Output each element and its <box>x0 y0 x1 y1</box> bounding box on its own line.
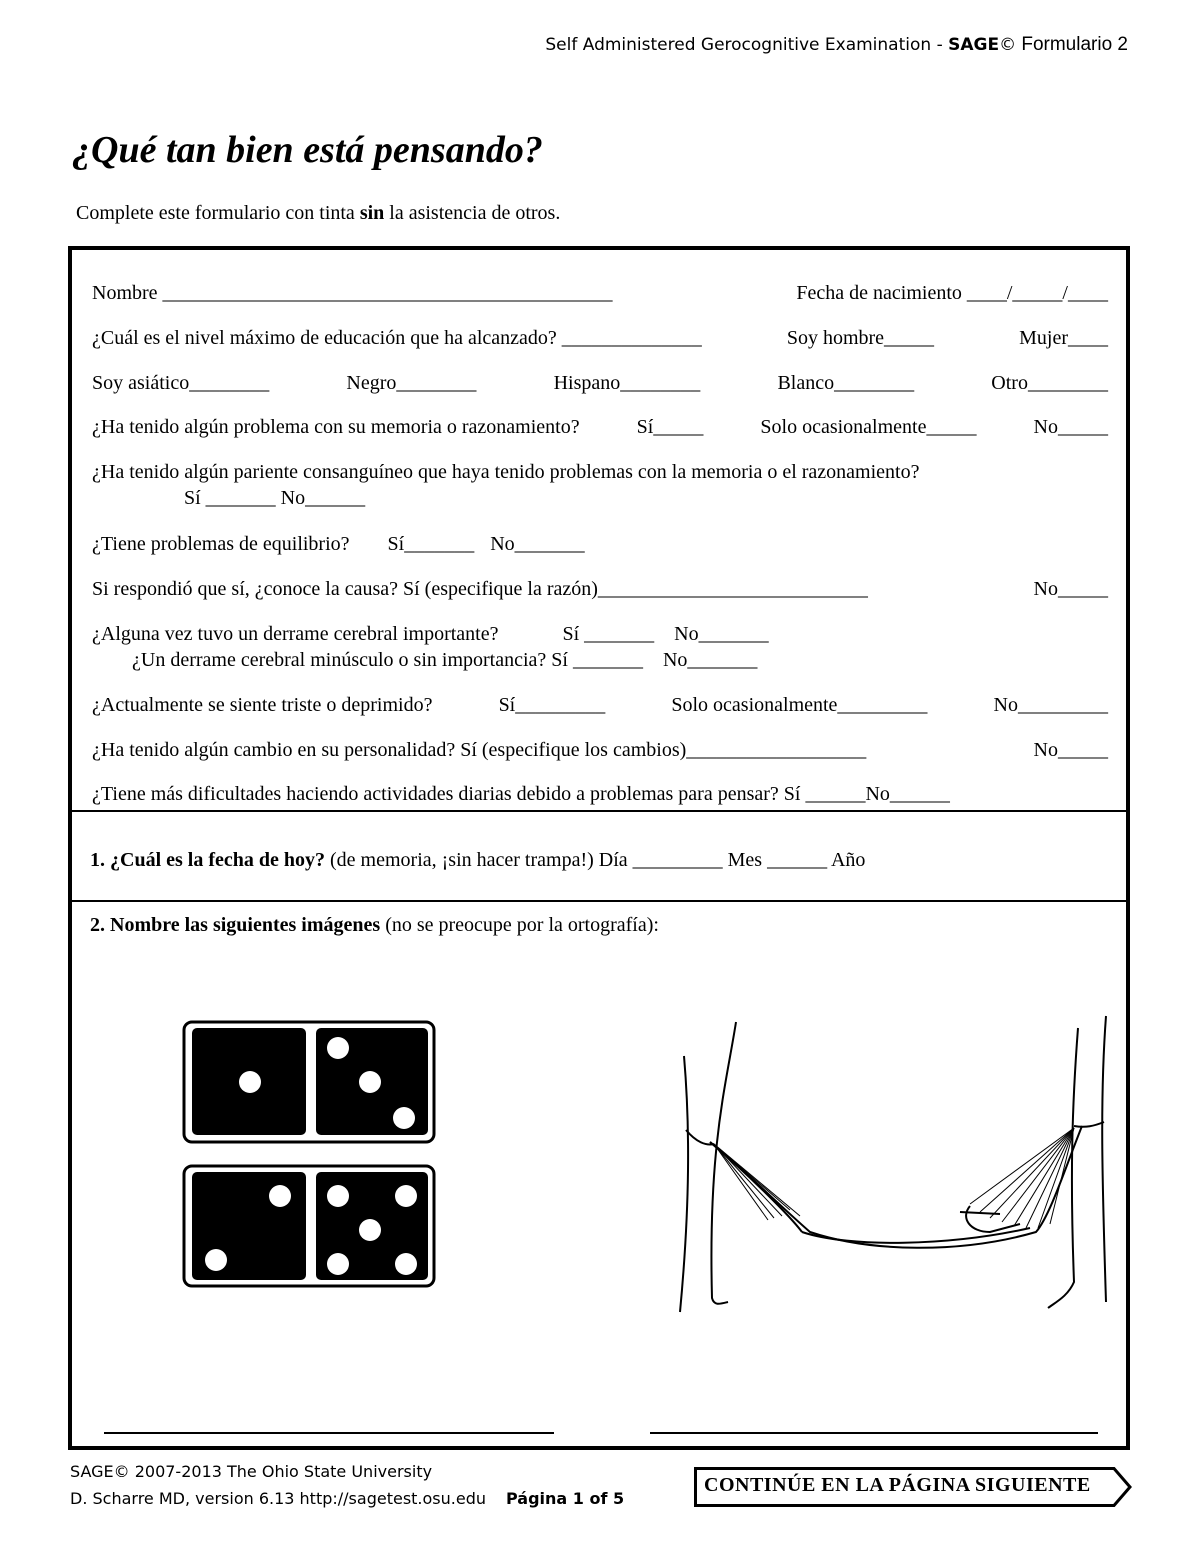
row-minor-stroke <box>132 647 1108 673</box>
name-field[interactable]: Nombre _____________________________________________ <box>92 282 613 304</box>
black-field[interactable]: Negro________ <box>346 372 477 394</box>
white-field[interactable]: Blanco________ <box>777 372 915 394</box>
relative-answers-field[interactable]: Sí _______ No______ <box>184 487 366 509</box>
row-education-sex <box>92 325 1108 351</box>
row-cause <box>92 576 1108 602</box>
memory-occasional-field[interactable]: Solo ocasionalmente_____ <box>760 416 977 438</box>
cause-no-field[interactable]: No_____ <box>1033 578 1108 600</box>
memory-yes-field[interactable]: Sí_____ <box>636 416 704 438</box>
row-memory <box>92 414 1108 440</box>
balance-yes-field[interactable]: Sí_______ <box>387 533 475 555</box>
row-sad <box>92 692 1108 718</box>
other-field[interactable]: Otro________ <box>991 372 1108 394</box>
question1[interactable] <box>90 847 865 873</box>
row-stroke <box>92 621 1108 647</box>
stroke-yes-field[interactable]: Sí _______ <box>562 623 655 645</box>
cause-field[interactable]: Si respondió que sí, ¿conoce la causa? Sí (especifique la razón)___________________________ <box>92 578 868 600</box>
row-personality <box>92 737 1108 763</box>
question2-rest: (no se preocupe por la ortografía): <box>380 914 659 936</box>
personality-field[interactable]: ¿Ha tenido algún cambio en su personalidad? Sí (especifique los cambios)__________________ <box>92 739 867 761</box>
answer-line-hammock[interactable] <box>650 1432 1098 1434</box>
header-prefix: Self Administered Gerocognitive Examination - <box>545 35 949 55</box>
row-ethnicity <box>92 370 1108 396</box>
sad-occasional-field[interactable]: Solo ocasionalmente_________ <box>671 694 928 716</box>
balance-question: ¿Tiene problemas de equilibrio? <box>92 533 350 555</box>
question1-rest: (de memoria, ¡sin hacer trampa!) Día _________ Mes ______ Año <box>325 849 866 871</box>
answer-line-dominoes[interactable] <box>104 1432 554 1434</box>
minor-stroke-yes-field[interactable]: Sí _______ <box>551 649 643 671</box>
minor-stroke-no-field[interactable]: No_______ <box>662 649 758 671</box>
continue-next-page-banner <box>694 1467 1132 1507</box>
footer-version-text: D. Scharre MD, version 6.13 http://sagetest.osu.edu <box>70 1489 486 1508</box>
hispanic-field[interactable]: Hispano________ <box>553 372 701 394</box>
instructions <box>76 202 560 225</box>
footer-version <box>70 1489 624 1508</box>
sad-question: ¿Actualmente se siente triste o deprimido? <box>92 694 433 716</box>
daily-activities-field[interactable]: ¿Tiene más dificultades haciendo actividades diarias debido a problemas para pensar? Sí ______No______ <box>92 783 950 805</box>
asian-field[interactable]: Soy asiático________ <box>92 372 270 394</box>
header-brand: SAGE <box>948 35 1000 55</box>
question2-section <box>68 900 1130 1450</box>
sad-no-field[interactable]: No_________ <box>993 694 1108 716</box>
page-title: ¿Qué tan bien está pensando? <box>72 129 543 171</box>
female-field[interactable]: Mujer____ <box>1019 327 1108 349</box>
hammock-picture <box>670 1006 1122 1318</box>
header-form: Formulario 2 <box>1016 34 1128 55</box>
page-header <box>545 34 1128 56</box>
instructions-after: la asistencia de otros. <box>384 202 561 224</box>
dominoes-picture <box>180 1018 438 1290</box>
domino-top <box>184 1022 434 1142</box>
memory-question: ¿Ha tenido algún problema con su memoria o razonamiento? <box>92 416 580 438</box>
demographics-section <box>68 246 1130 812</box>
footer-page: Página 1 of 5 <box>506 1489 625 1508</box>
footer-copyright: SAGE© 2007-2013 The Ohio State University <box>70 1462 433 1481</box>
row-balance <box>92 531 1108 557</box>
question1-section <box>68 810 1130 902</box>
header-reg: © <box>999 35 1017 55</box>
minor-stroke-question: ¿Un derrame cerebral minúsculo o sin importancia? <box>132 649 547 671</box>
relative-question: ¿Ha tenido algún pariente consanguíneo que haya tenido problemas con la memoria o el razonamiento? <box>92 461 920 483</box>
stroke-question: ¿Alguna vez tuvo un derrame cerebral importante? <box>92 623 499 645</box>
balance-no-field[interactable]: No_______ <box>490 533 585 555</box>
question1-bold: 1. ¿Cuál es la fecha de hoy? <box>90 849 325 871</box>
sad-yes-field[interactable]: Sí_________ <box>498 694 606 716</box>
continue-label: CONTINÚE EN LA PÁGINA SIGUIENTE <box>704 1474 1091 1496</box>
question2 <box>90 912 659 938</box>
male-field[interactable]: Soy hombre_____ <box>786 327 935 349</box>
question2-bold: 2. Nombre las siguientes imágenes <box>90 914 381 936</box>
stroke-no-field[interactable]: No_______ <box>674 623 769 645</box>
dob-field[interactable]: Fecha de nacimiento ____/_____/____ <box>796 282 1108 304</box>
memory-no-field[interactable]: No_____ <box>1033 416 1108 438</box>
instructions-before: Complete este formulario con tinta <box>76 202 360 224</box>
personality-no-field[interactable]: No_____ <box>1033 739 1108 761</box>
domino-bottom <box>184 1166 434 1286</box>
instructions-bold: sin <box>359 202 385 224</box>
education-field[interactable]: ¿Cuál es el nivel máximo de educación que ha alcanzado? ______________ <box>92 327 702 349</box>
row-name-dob <box>92 280 1108 306</box>
